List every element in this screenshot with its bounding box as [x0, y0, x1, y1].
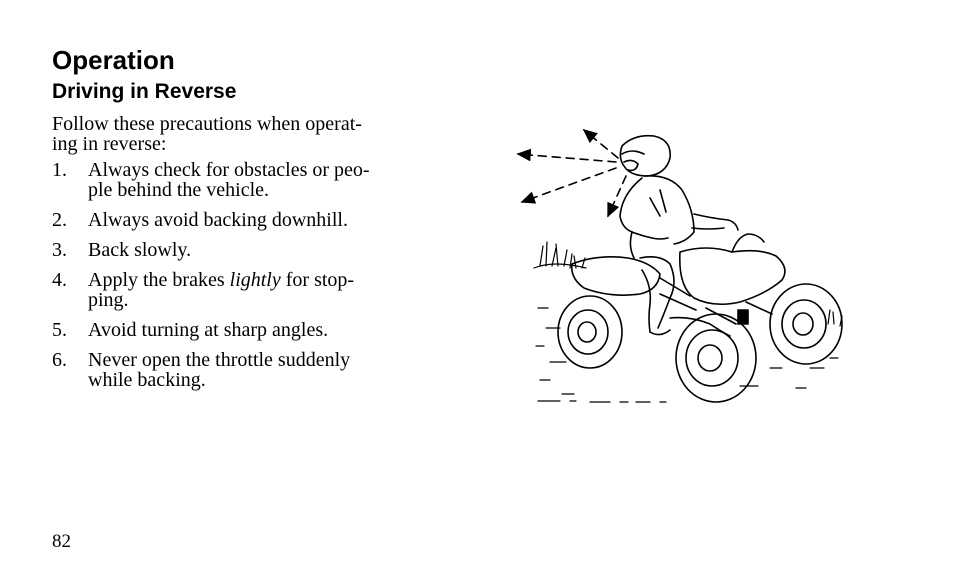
atv-rear-wheel [558, 296, 622, 368]
atv-body [572, 234, 785, 336]
list-item-number: 6. [52, 349, 67, 371]
atv-front-wheel-right [770, 284, 842, 364]
list-item-number: 4. [52, 269, 67, 291]
list-item-text: while backing. [88, 369, 206, 391]
precautions-list [52, 160, 412, 390]
list-item-number: 2. [52, 209, 67, 231]
intro-line-2: ing in reverse: [52, 133, 167, 155]
sight-arrows [518, 130, 626, 216]
list-item-text: ping. [88, 289, 129, 311]
list-item-text: Always avoid backing downhill. [88, 209, 348, 231]
rider-body [620, 176, 738, 258]
list-item-text: Apply the brakes [88, 269, 230, 291]
rider-legs [640, 257, 674, 335]
list-item-text: ple behind the vehicle. [88, 179, 270, 201]
list-item-text: Never open the throttle suddenly [88, 349, 351, 371]
list-item-number: 5. [52, 319, 67, 341]
list-item [52, 210, 412, 230]
section-title: Operation [52, 45, 175, 75]
list-item [52, 350, 412, 390]
list-item-text: Always check for obstacles or peo- [88, 159, 370, 181]
list-item-number: 3. [52, 239, 67, 261]
intro-line-1: Follow these precautions when operat- [52, 113, 362, 135]
rider-helmet [620, 136, 670, 176]
subsection-title: Driving in Reverse [52, 80, 237, 103]
list-item [52, 240, 412, 260]
list-item-text: for stop- [280, 269, 355, 291]
list-item [52, 320, 412, 340]
list-item-number: 1. [52, 159, 67, 181]
body-text [52, 114, 412, 400]
intro-paragraph [52, 114, 412, 154]
emphasis-text: lightly [229, 269, 281, 291]
list-item [52, 270, 412, 310]
list-item-text: Avoid turning at sharp angles. [88, 319, 329, 341]
page-number: 82 [52, 531, 71, 552]
list-item-text: Back slowly. [88, 239, 192, 261]
list-item [52, 160, 412, 200]
atv-rider-illustration [510, 118, 866, 418]
